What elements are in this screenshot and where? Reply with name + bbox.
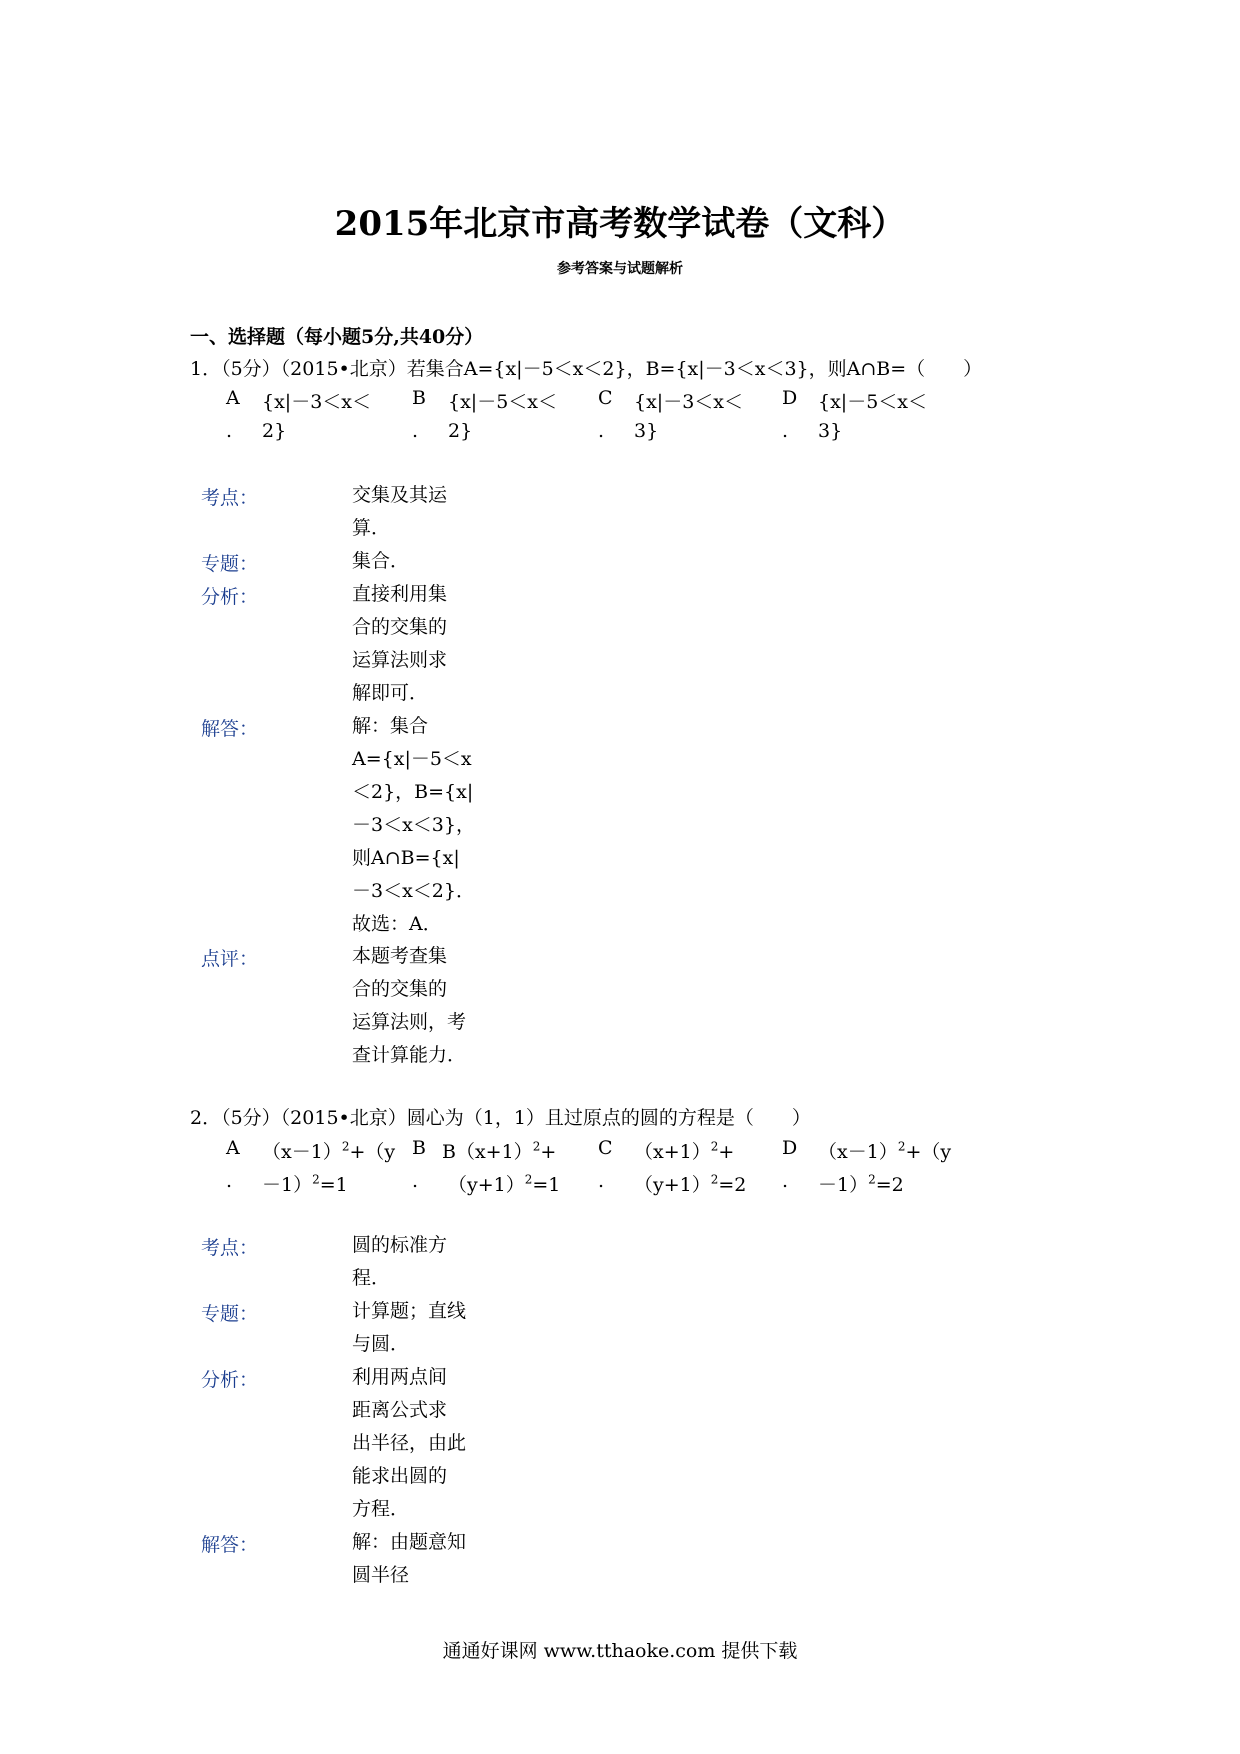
q2-label-fenxi: 分析： bbox=[201, 1369, 259, 1391]
option-text: $(y+1)^2=2$ bbox=[634, 1172, 747, 1196]
q1-label-zhuanti: 专题： bbox=[201, 553, 259, 575]
option-letter: D bbox=[782, 1137, 798, 1159]
q2-label-jieda: 解答： bbox=[201, 1534, 259, 1556]
option-dot: . bbox=[598, 1170, 605, 1192]
q1-option-d bbox=[782, 387, 932, 457]
q1-label-fenxi: 分析： bbox=[201, 586, 259, 608]
option-dot: . bbox=[412, 420, 419, 442]
option-dot: . bbox=[226, 1170, 233, 1192]
q2-option-b bbox=[412, 1137, 582, 1207]
option-text: $(x-1)^2+(y$ bbox=[818, 1139, 952, 1163]
option-letter: A bbox=[226, 387, 240, 409]
option-text: $(x-1)^2+(y$ bbox=[262, 1139, 396, 1163]
option-letter: C bbox=[598, 387, 613, 409]
option-dot: . bbox=[412, 1170, 419, 1192]
q1-option-b bbox=[412, 387, 562, 457]
option-text: {x|－5＜x＜ bbox=[818, 391, 928, 413]
option-text: $(y+1)^2=1$ bbox=[448, 1172, 561, 1196]
option-letter: D bbox=[782, 387, 798, 409]
page-title: 2015年北京市高考数学试卷（文科） bbox=[334, 204, 906, 244]
option-text: {x|－3＜x＜ bbox=[262, 391, 372, 413]
q2-fenxi-text: 利用两点间 距离公式求 出半径，由此 能求出圆的 方程． bbox=[352, 1366, 467, 1520]
q2-option-a bbox=[226, 1137, 396, 1207]
option-text: $(x+1)^2+$ bbox=[634, 1139, 735, 1163]
option-letter: B bbox=[412, 387, 426, 409]
q1-label-jieda: 解答： bbox=[201, 718, 259, 740]
q1-jieda-text: 解：集合 A={x|－5＜x ＜2}，B={x| －3＜x＜3}， 则A∩B={x| －3＜x＜2}． 故选：A． bbox=[352, 715, 475, 935]
q2-zhuanti-text: 计算题；直线 与圆． bbox=[352, 1300, 467, 1355]
option-text: {x|－5＜x＜ bbox=[448, 391, 558, 413]
q2-option-c bbox=[598, 1137, 768, 1207]
option-dot: . bbox=[782, 420, 789, 442]
q1-zhuanti-text: 集合． bbox=[352, 550, 410, 572]
option-dot: . bbox=[226, 420, 233, 442]
option-text: 2} bbox=[262, 420, 287, 442]
q2-label-zhuanti: 专题： bbox=[201, 1303, 259, 1325]
q2-option-d bbox=[782, 1137, 952, 1207]
option-letter: C bbox=[598, 1137, 613, 1159]
option-text: 2} bbox=[448, 420, 473, 442]
option-dot: . bbox=[598, 420, 605, 442]
q1-dianping-text: 本题考查集 合的交集的 运算法则，考 查计算能力． bbox=[352, 945, 467, 1066]
q1-option-a bbox=[226, 387, 376, 457]
q2-label-kaodian: 考点： bbox=[201, 1237, 259, 1259]
question-1-stem: 1．（5分）（2015•北京）若集合A={x|－5＜x＜2}，B={x|－3＜x＜3}，则A∩B=（ ） bbox=[190, 358, 983, 380]
q1-label-kaodian: 考点： bbox=[201, 487, 259, 509]
q1-label-dianping: 点评： bbox=[201, 948, 259, 970]
option-letter: B bbox=[412, 1137, 426, 1159]
q1-option-c bbox=[598, 387, 748, 457]
q2-jieda-text: 解：由题意知 圆半径 bbox=[352, 1531, 467, 1586]
option-text: 3} bbox=[634, 420, 659, 442]
option-text: 3} bbox=[818, 420, 843, 442]
page-footer: 通通好课网 www.tthaoke.com 提供下载 bbox=[442, 1640, 798, 1662]
option-text: －1）$^2$=2 bbox=[818, 1172, 904, 1196]
section-heading: 一、选择题（每小题5分,共40分） bbox=[190, 326, 484, 348]
option-text: {x|－3＜x＜ bbox=[634, 391, 744, 413]
option-letter: A bbox=[226, 1137, 240, 1159]
q1-kaodian-text: 交集及其运 算． bbox=[352, 484, 448, 539]
q1-fenxi-text: 直接利用集 合的交集的 运算法则求 解即可． bbox=[352, 583, 448, 704]
question-2-stem: 2．（5分）（2015•北京）圆心为（1，1）且过原点的圆的方程是（ ） bbox=[190, 1107, 811, 1129]
option-text: $B(x+1)^2+$ bbox=[442, 1139, 557, 1163]
option-text: －1）$^2$=1 bbox=[262, 1172, 348, 1196]
page-subtitle: 参考答案与试题解析 bbox=[557, 261, 683, 277]
option-dot: . bbox=[782, 1170, 789, 1192]
q2-kaodian-text: 圆的标准方 程． bbox=[352, 1234, 448, 1289]
